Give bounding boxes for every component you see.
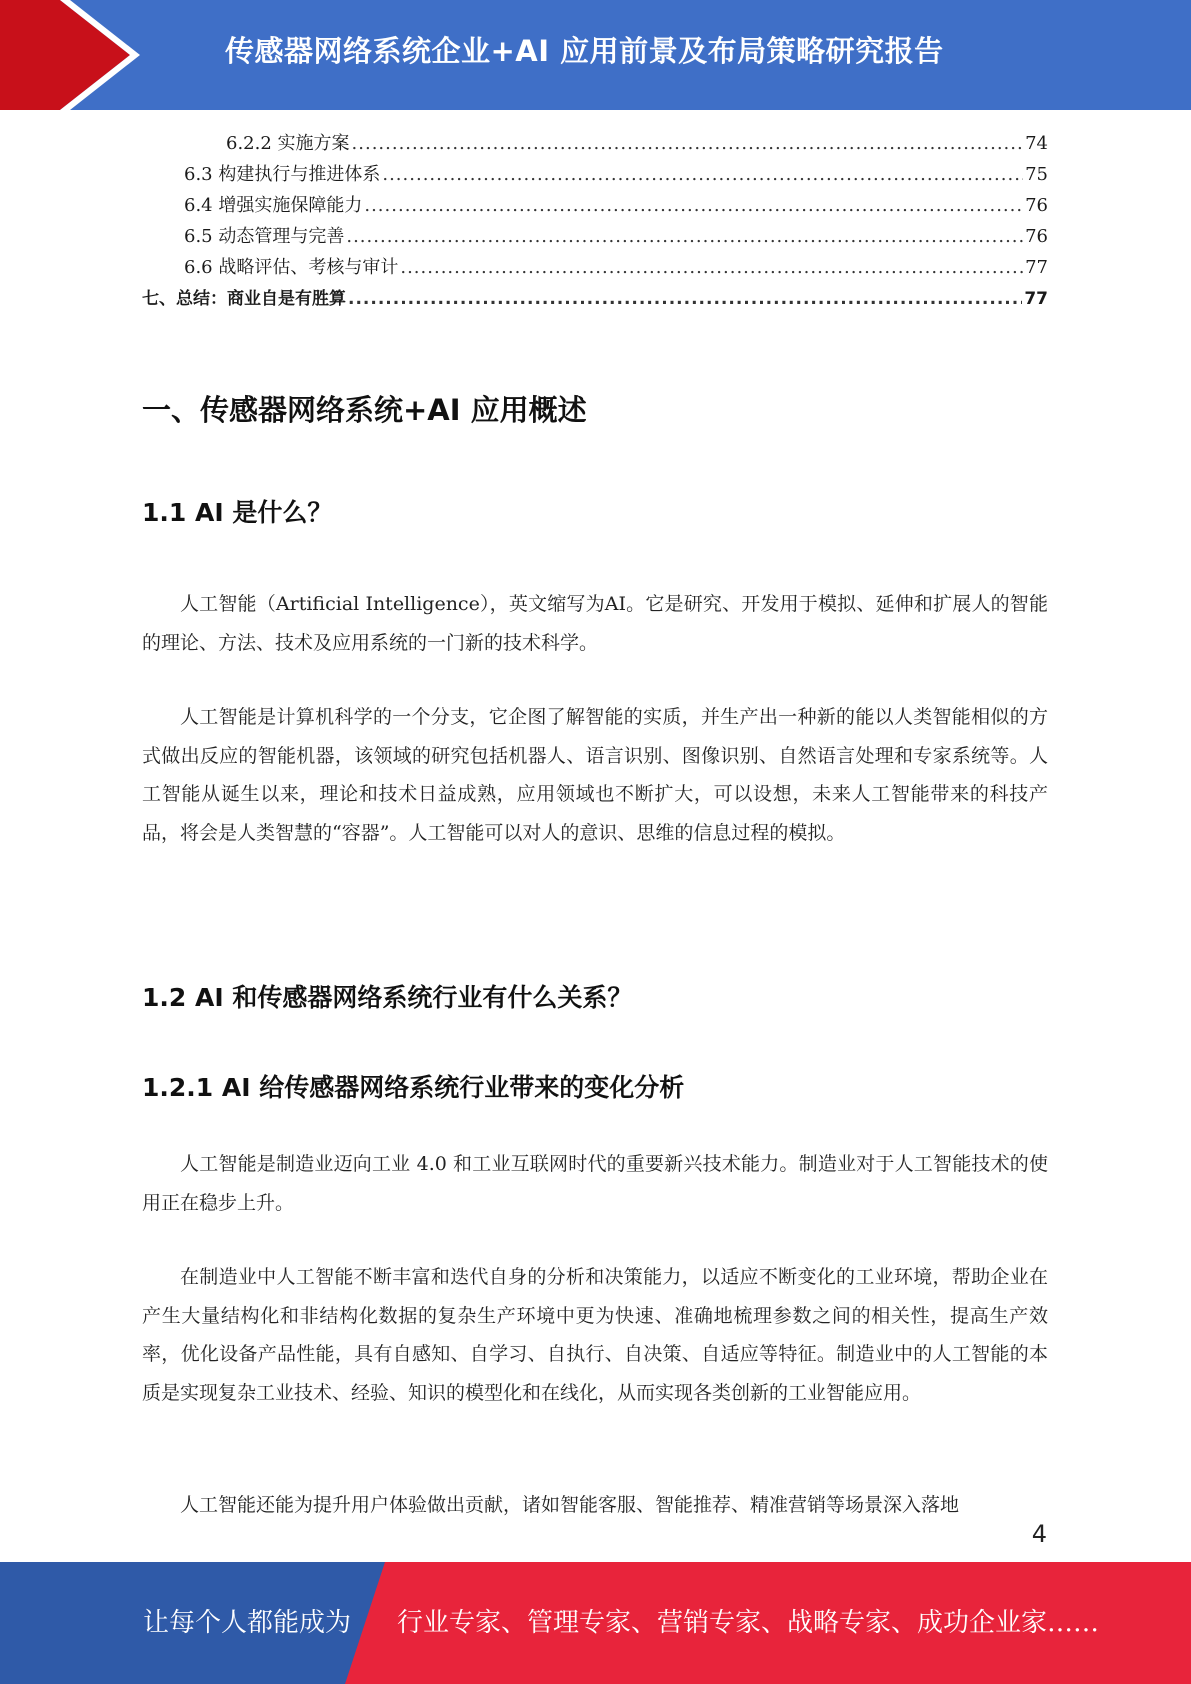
- toc-leader-dots: [382, 164, 1023, 185]
- body-paragraph: 人工智能是计算机科学的一个分支，它企图了解智能的实质，并生产出一种新的能以人类智能相似的方式做出反应的智能机器，该领域的研究包括机器人、语言识别、图像识别、自然语言处理和专家系统等。人工智能从诞生以来，理论和技术日益成熟，应用领域也不断扩大，可以设想，未来人工智能带来的科技产品，将会是人类智慧的“容器”。人工智能可以对人的意识、思维的信息过程的模拟。: [142, 706, 1048, 844]
- toc-entry[interactable]: [142, 222, 1048, 253]
- toc-entry-chapter[interactable]: [142, 284, 1048, 315]
- toc-entry[interactable]: [142, 191, 1048, 222]
- toc-entry-label: 七、总结：商业自是有胜算: [142, 284, 348, 309]
- toc-leader-dots: [352, 133, 1024, 154]
- body-paragraph: 人工智能还能为提升用户体验做出贡献，诸如智能客服、智能推荐、精准营销等场景深入落地: [180, 1494, 960, 1516]
- toc-entry[interactable]: [142, 253, 1048, 284]
- toc-entry[interactable]: [142, 160, 1048, 191]
- table-of-contents: [142, 129, 1048, 315]
- toc-leader-dots: [364, 195, 1023, 216]
- toc-entry-page: 77: [1024, 289, 1048, 309]
- toc-entry-label: 6.5 动态管理与完善: [184, 222, 346, 248]
- report-title: 传感器网络系统企业+AI 应用前景及布局策略研究报告: [225, 34, 944, 68]
- toc-entry-label: 6.6 战略评估、考核与审计: [184, 253, 400, 279]
- toc-entry-page: 74: [1025, 133, 1048, 154]
- footer-slogan-left: 让每个人都能成为: [143, 1608, 352, 1638]
- toc-leader-dots: [400, 257, 1023, 278]
- body-paragraph: 人工智能是制造业迈向工业 4.0 和工业互联网时代的重要新兴技术能力。制造业对于人工智能技术的使用正在稳步上升。: [142, 1153, 1048, 1214]
- toc-entry-label: 6.3 构建执行与推进体系: [184, 160, 382, 186]
- toc-entry[interactable]: [142, 129, 1048, 160]
- page-header: [0, 0, 1191, 110]
- toc-leader-dots: [346, 226, 1023, 247]
- body-paragraph: 人工智能（Artificial Intelligence），英文缩写为AI。它是研究、开发用于模拟、延伸和扩展人的智能的理论、方法、技术及应用系统的一门新的技术科学。: [142, 593, 1048, 654]
- toc-entry-page: 75: [1025, 164, 1048, 185]
- header-arrow-decoration: [0, 0, 160, 110]
- toc-entry-label: 6.4 增强实施保障能力: [184, 191, 364, 217]
- page-footer: [0, 1562, 1191, 1684]
- subsection-heading: 1.2.1 AI 给传感器网络系统行业带来的变化分析: [142, 1073, 685, 1102]
- toc-entry-page: 76: [1025, 195, 1048, 216]
- footer-slogan-right: 行业专家、管理专家、营销专家、战略专家、成功企业家……: [397, 1608, 1100, 1638]
- toc-entry-label: 6.2.2 实施方案: [226, 129, 352, 155]
- toc-entry-page: 77: [1025, 257, 1048, 278]
- body-paragraph: 在制造业中人工智能不断丰富和迭代自身的分析和决策能力，以适应不断变化的工业环境，帮助企业在产生大量结构化和非结构化数据的复杂生产环境中更为快速、准确地梳理参数之间的相关性，提高生产效率，优化设备产品性能，具有自感知、自学习、自执行、自决策、自适应等特征。制造业中的人工智能的本质是实现复杂工业技术、经验、知识的模型化和在线化，从而实现各类创新的工业智能应用。: [142, 1266, 1048, 1404]
- chapter-heading: 一、传感器网络系统+AI 应用概述: [142, 393, 587, 427]
- toc-leader-dots: [348, 289, 1022, 309]
- section-heading: 1.2 AI 和传感器网络系统行业有什么关系？: [142, 983, 633, 1012]
- toc-entry-page: 76: [1025, 226, 1048, 247]
- page-number: 4: [1031, 1520, 1047, 1548]
- section-heading: 1.1 AI 是什么？: [142, 498, 333, 527]
